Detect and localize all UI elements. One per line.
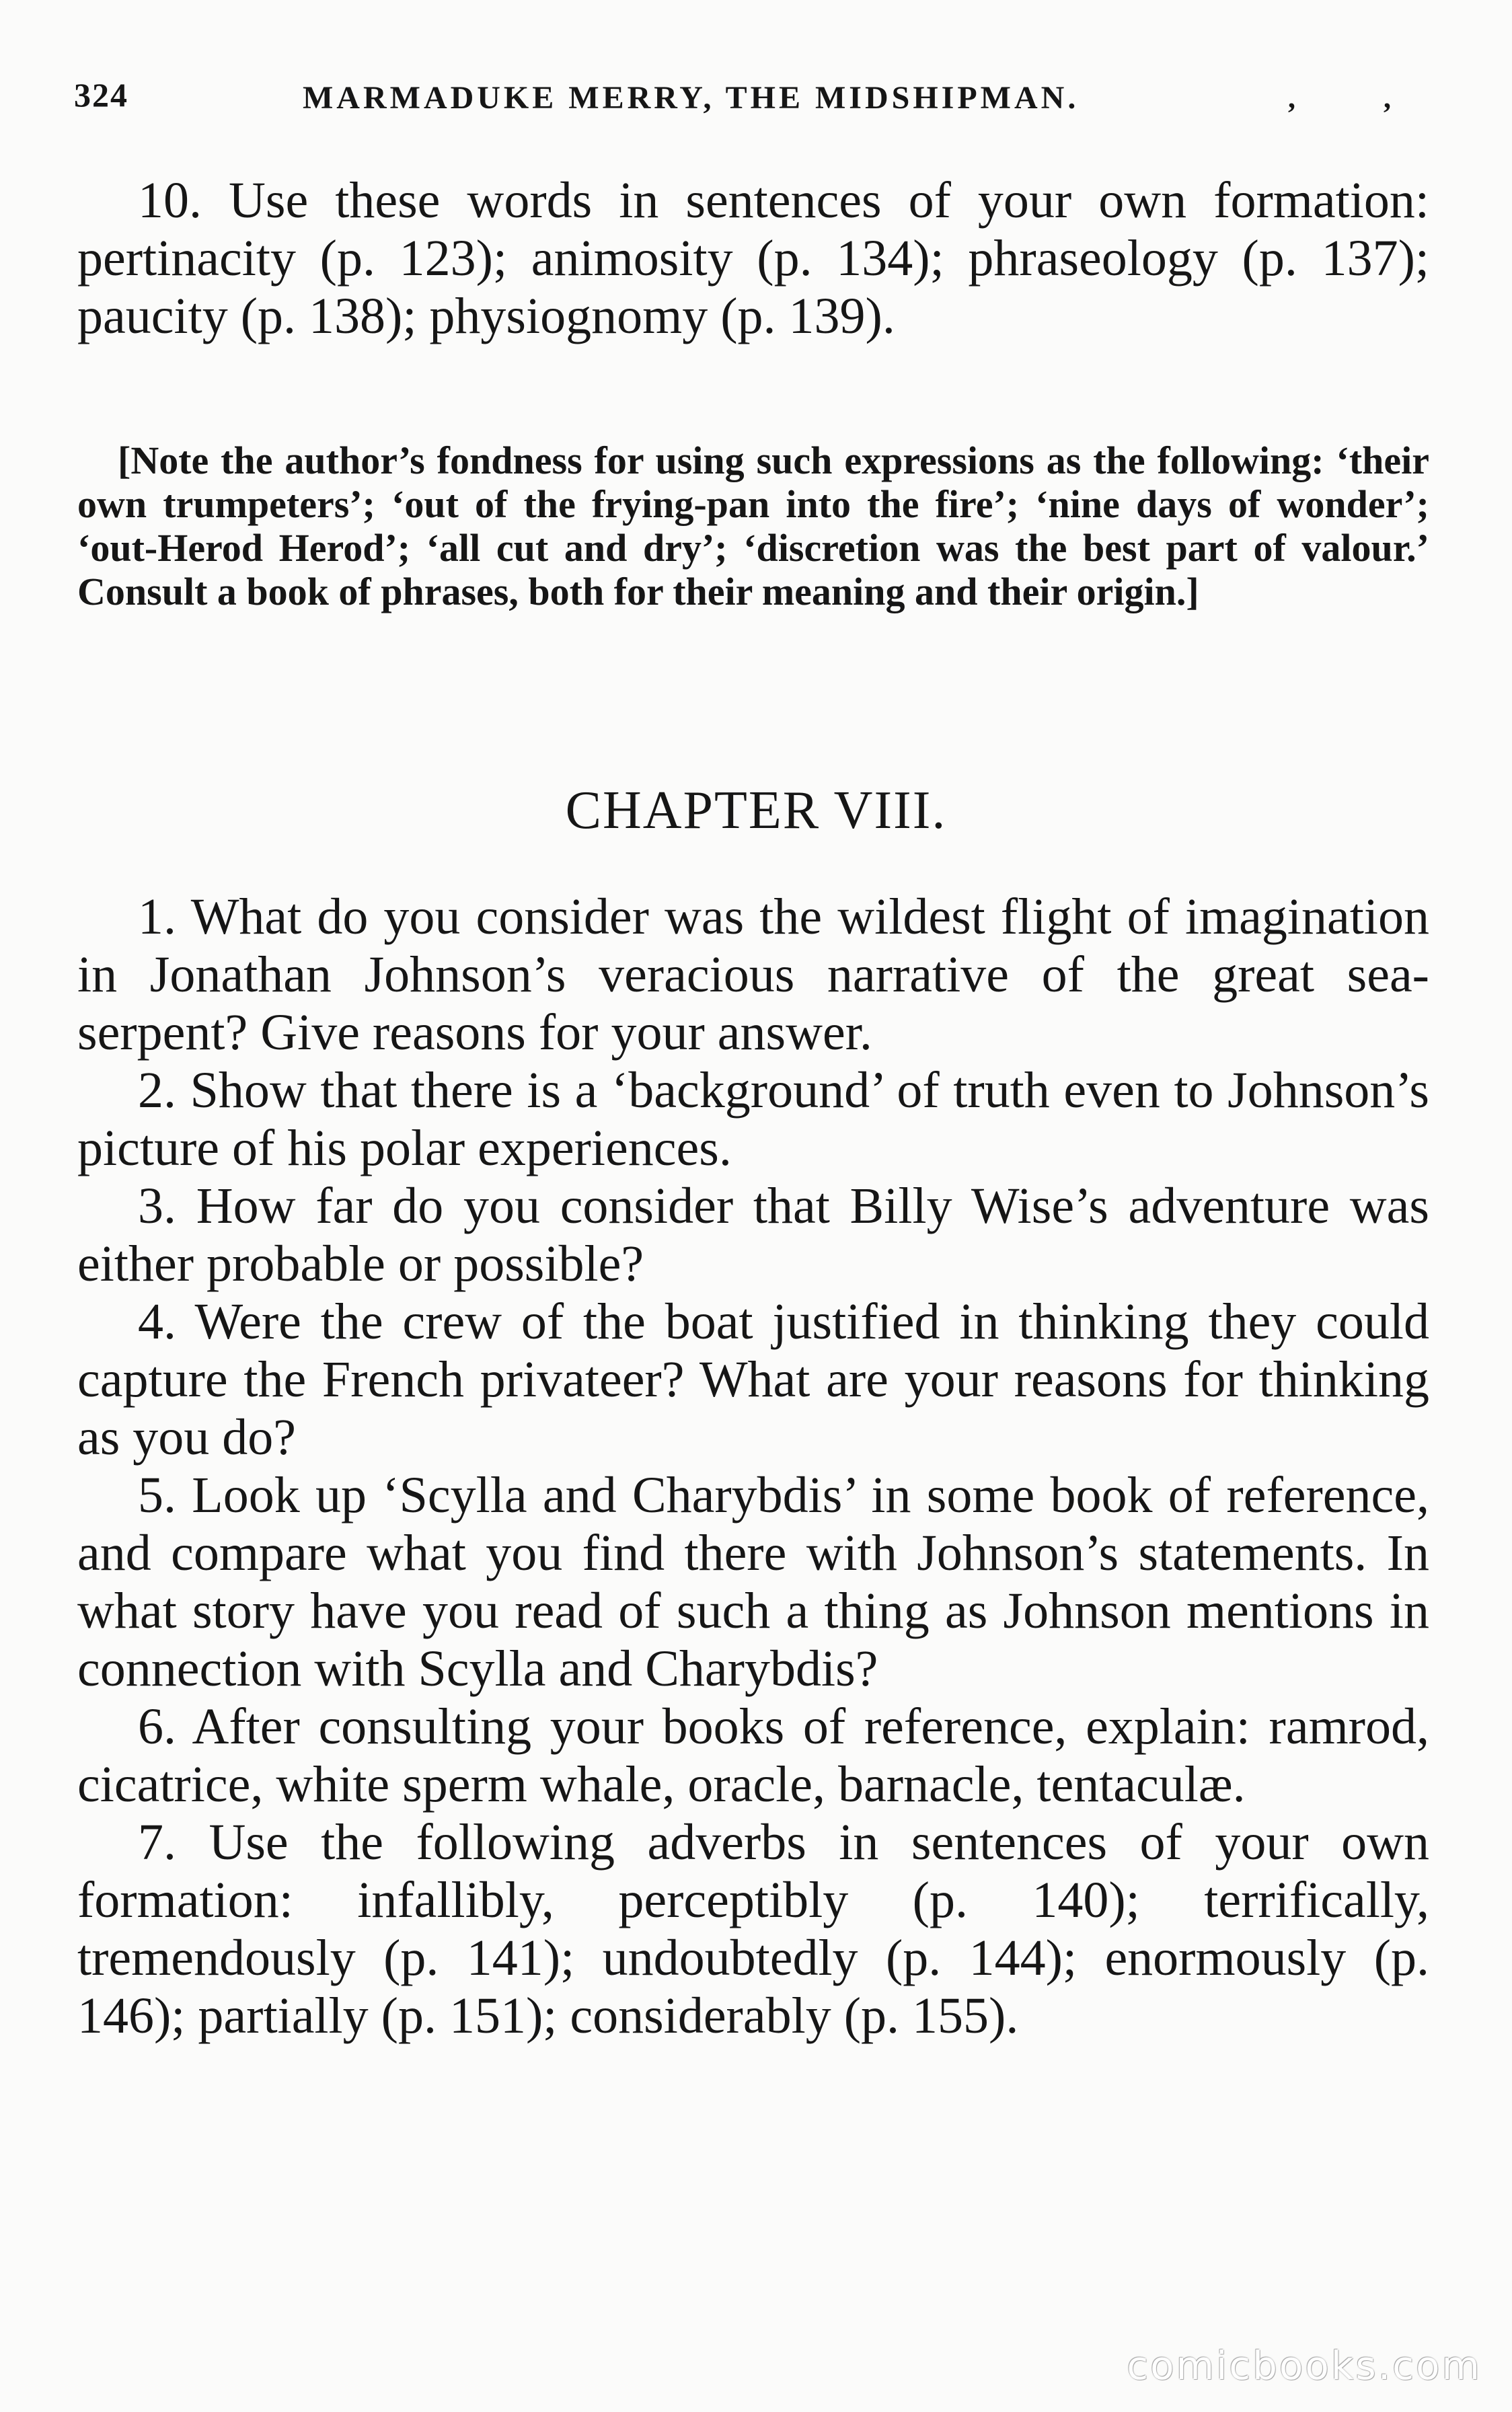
chapter-questions [77, 888, 1429, 2045]
running-title: MARMADUKE MERRY, THE MIDSHIPMAN. [303, 80, 1080, 116]
stray-marks: , , [1288, 81, 1431, 114]
watermark: comicbooks.com [1127, 2343, 1482, 2388]
question-item: 1. What do you consider was the wildest flight of imagination in Jonathan Johnson’s veracious narrative of the great sea-serpent? Give reasons for your answer. [77, 889, 1429, 1061]
question-item: 4. Were the crew of the boat justified in thinking they could capture the French privateer? What are your reasons for thinking as you do? [77, 1293, 1429, 1466]
question-item: 5. Look up ‘Scylla and Charybdis’ in some book of reference, and compare what you find there with Johnson’s statements. In what story have you read of such a thing as Johnson mentions in connection with Scylla and Charybdis? [77, 1467, 1429, 1697]
chapter-heading: CHAPTER VIII. [565, 781, 947, 840]
author-note: [Note the author’s fondness for using such expressions as the following: ‘their own trumpeters’; ‘out of the frying-pan into the fire’; ‘nine days of wonder’; ‘out-Herod Herod’; ‘all cut and dry’; ‘discretion was the best part of valour.’ Consult a book of phrases, both for their meaning and their origin.] [77, 439, 1429, 613]
question-item: 3. How far do you consider that Billy Wise’s adventure was either probable or possible? [77, 1178, 1429, 1292]
question-item: 7. Use the following adverbs in sentences of your own formation: infallibly, perceptibly (p. 140); terrifically, tremendously (p. 141); undoubtedly (p. 144); enormously (p. 146); partially (p. 151); considerably (p. 155). [77, 1814, 1429, 2044]
page-number: 324 [74, 76, 128, 114]
question-item: 6. After consulting your books of reference, explain: ramrod, cicatrice, white sperm whale, oracle, barnacle, tentaculæ. [77, 1698, 1429, 1813]
running-head [74, 75, 1431, 122]
question-10: 10. Use these words in sentences of your own formation: pertinacity (p. 123); animosity (p. 134); phraseology (p. 137); paucity (p. 138); physiognomy (p. 139). [77, 172, 1429, 344]
question-item: 2. Show that there is a ‘background’ of truth even to Johnson’s picture of his polar experiences. [77, 1062, 1429, 1176]
